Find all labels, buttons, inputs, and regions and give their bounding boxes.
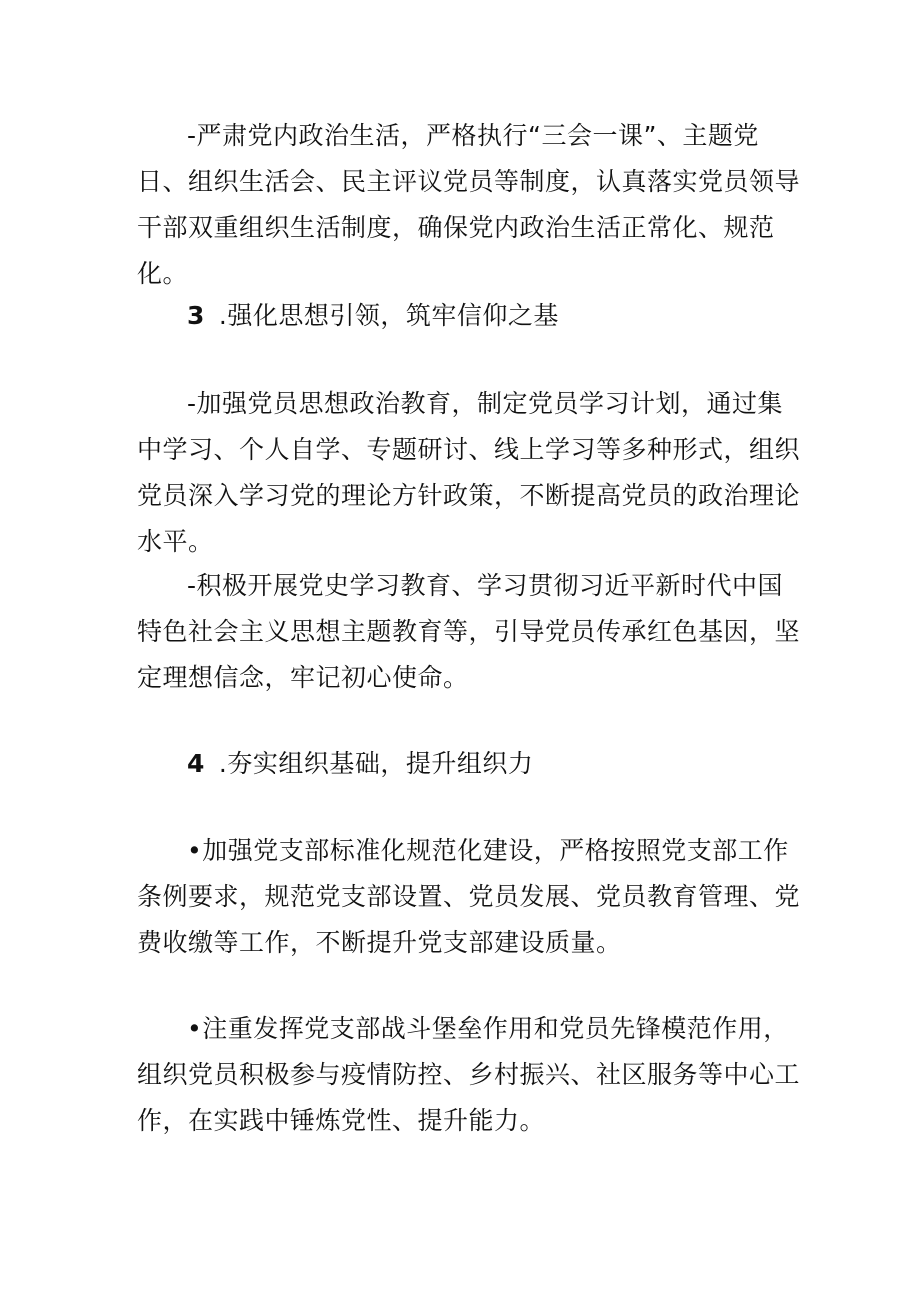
paragraph-ideological-education: -加强党员思想政治教育，制定党员学习计划，通过集中学习、个人自学、专题研讨、线上学习等多种形式，组织党员深入学习党的理论方针政策，不断提高党员的政治理论水平。 <box>137 389 801 556</box>
section-title-3: .强化思想引领，筑牢信仰之基 <box>218 301 559 330</box>
section-title-4: .夯实组织基础，提升组织力 <box>218 749 534 778</box>
section-number-3: 3 <box>187 301 205 330</box>
paragraph-history-study: -积极开展党史学习教育、学习贯彻习近平新时代中国特色社会主义思想主题教育等，引导党员传承红色基因，坚定理想信念，牢记初心使命。 <box>137 571 801 692</box>
paragraph-vanguard-role: •注重发挥党支部战斗堡垒作用和党员先锋模范作用，组织党员积极参与疫情防控、乡村振兴、社区服务等中心工作，在实践中锤炼党性、提升能力。 <box>137 1014 801 1135</box>
paragraph-party-life: -严肃党内政治生活，严格执行“三会一课”、主题党日、组织生活会、民主评议党员等制度，认真落实党员领导干部双重组织生活制度，确保党内政治生活正常化、规范化。 <box>137 121 801 288</box>
section-heading-4 <box>187 741 533 787</box>
paragraph-branch-standardization: •加强党支部标准化规范化建设，严格按照党支部工作条例要求，规范党支部设置、党员发展、党员教育管理、党费收缴等工作，不断提升党支部建设质量。 <box>137 836 801 957</box>
section-number-4: 4 <box>187 749 205 778</box>
section-heading-3 <box>187 293 559 339</box>
